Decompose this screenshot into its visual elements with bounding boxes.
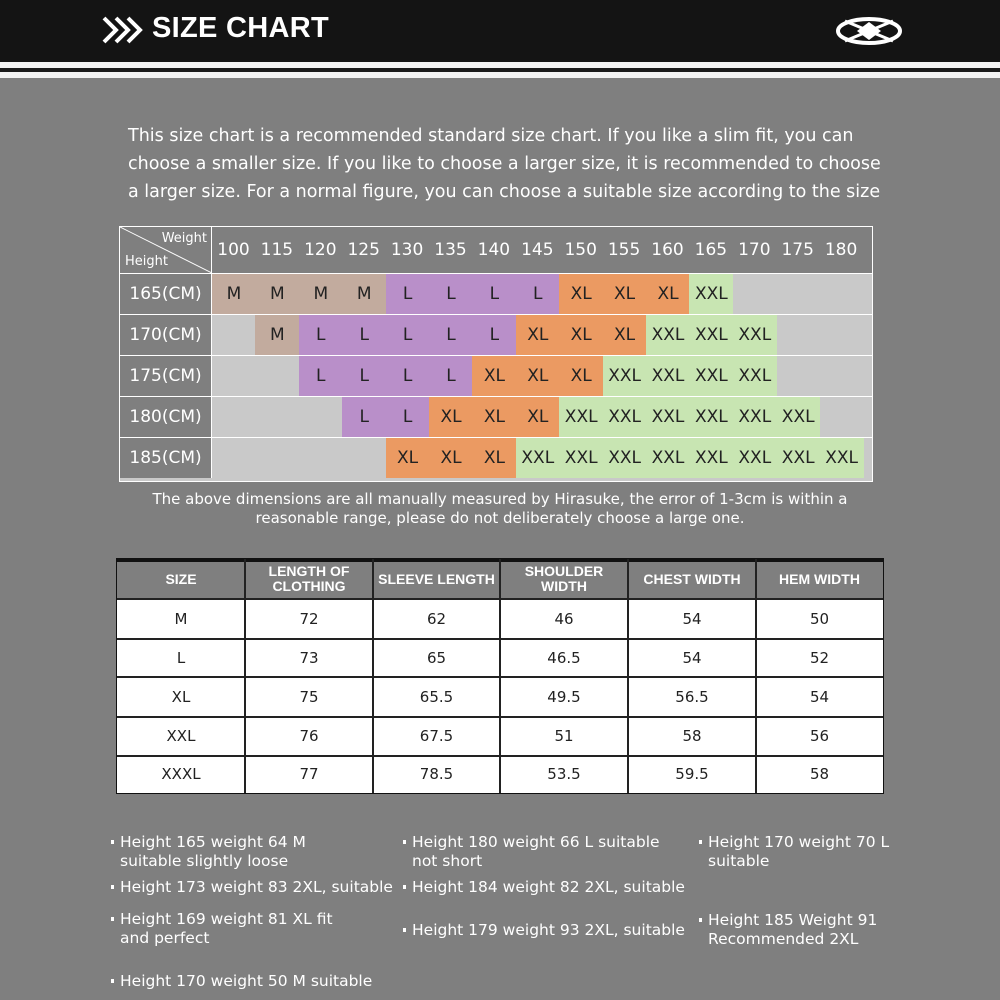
size-cell: M (342, 274, 386, 314)
intro-text: This size chart is a recommended standard size chart. If you like a slim fit, you can choose a smaller size. If you like to choose a larger size, it is recommended to choose a larger size. For a normal figure, you can choose a suitable size according to the size (128, 126, 881, 202)
table-cell: XL (171, 688, 191, 706)
table-cell: 65.5 (419, 688, 454, 706)
fit-example (412, 833, 662, 871)
bullet-icon (111, 840, 114, 844)
size-cell: XL (603, 315, 647, 355)
table-cell: XXL (166, 727, 196, 745)
size-cell: XXL (603, 356, 647, 396)
table-cell: 76 (299, 727, 319, 745)
fit-example (120, 833, 370, 871)
weight-header-cell: 120 (304, 240, 337, 260)
height-row-label: 175(CM) (120, 356, 212, 396)
weight-label: Weight (161, 231, 207, 246)
size-cell: XXL (689, 397, 733, 437)
size-cell: XL (472, 356, 516, 396)
size-cell: XL (386, 438, 430, 478)
weight-header-cell: 180 (824, 240, 858, 260)
bullet-icon (699, 840, 702, 844)
size-cell: L (429, 356, 473, 396)
weight-header-cell: 165 (694, 240, 728, 260)
table-cell: 59.5 (675, 765, 709, 783)
measurement-note: The above dimensions are all manually measured by Hirasuke, the error of 1-3cm is within a reasonable range, please do not deliberately choose a large one. (152, 490, 848, 527)
table-cell: 73 (299, 649, 319, 667)
size-recommendation-grid (119, 226, 873, 482)
weight-header-cell: 150 (564, 240, 597, 260)
weight-header-cell: 130 (390, 240, 424, 260)
size-cell: XL (472, 438, 516, 478)
bullet-icon (403, 885, 406, 889)
size-cell: XXL (820, 438, 864, 478)
weight-header-cell: 155 (607, 240, 641, 260)
size-cell: XL (559, 274, 603, 314)
table-row-divider (117, 716, 883, 718)
column-header: SLEEVE LENGTH (378, 570, 495, 587)
page-title: SIZE CHART (152, 12, 329, 44)
size-cell: M (255, 315, 299, 355)
grid-row-divider (120, 396, 872, 397)
size-cell: M (212, 274, 256, 314)
size-cell: M (255, 274, 299, 314)
size-cell: XXL (776, 438, 820, 478)
weight-header-cell: 140 (477, 240, 511, 260)
fit-example-text: Height 173 weight 83 2XL, suitable (120, 878, 393, 896)
size-cell: L (472, 315, 516, 355)
table-cell: 72 (299, 610, 319, 628)
grid-corner (120, 227, 212, 273)
size-cell: XL (429, 397, 473, 437)
fit-example-text: Height 169 weight 81 XL fit and perfect (120, 910, 333, 947)
size-cell: L (516, 274, 560, 314)
size-cell: XXL (733, 315, 777, 355)
table-row-divider (117, 638, 883, 640)
table-cell: 46.5 (547, 649, 581, 667)
table-cell: 77 (299, 765, 319, 783)
size-cell: XXL (689, 274, 733, 314)
size-cell: XXL (733, 356, 777, 396)
fit-example-text: Height 180 weight 66 L suitable not short (412, 833, 660, 870)
bullet-icon (699, 918, 702, 922)
weight-header-cell: 135 (434, 240, 467, 260)
table-row-divider (117, 598, 883, 600)
size-cell: XXL (733, 438, 777, 478)
size-cell: L (299, 356, 343, 396)
grid-row-divider (120, 437, 872, 438)
size-cell: L (342, 397, 386, 437)
fit-example-text: Height 185 Weight 91 Recommended 2XL (708, 911, 878, 948)
size-cell: XXL (689, 438, 733, 478)
size-measurement-table (116, 558, 884, 794)
grid-row-divider (120, 314, 872, 315)
table-cell: M (174, 610, 188, 628)
double-chevron-icon (102, 16, 144, 44)
size-cell: XXL (646, 315, 690, 355)
table-cell: 58 (809, 765, 830, 783)
table-cell: 54 (809, 688, 830, 706)
size-cell: L (386, 397, 430, 437)
bullet-icon (403, 928, 406, 932)
size-cell: L (342, 356, 386, 396)
weight-header-cell: 160 (651, 240, 684, 260)
table-cell: 56 (809, 727, 830, 745)
table-cell: 50 (809, 610, 830, 628)
table-cell: 67.5 (419, 727, 454, 745)
height-row-label: 165(CM) (120, 274, 212, 314)
weight-header-cell: 100 (217, 240, 250, 260)
size-cell: L (299, 315, 343, 355)
header-bar (0, 0, 1000, 62)
bullet-icon (403, 840, 406, 844)
fit-example (412, 921, 702, 940)
size-cell: L (429, 315, 473, 355)
column-header: CHEST WIDTH (643, 570, 741, 587)
weight-header-cell: 170 (738, 240, 771, 260)
table-cell: 51 (554, 727, 574, 745)
height-label: Height (125, 254, 168, 269)
size-cell: XXL (603, 397, 647, 437)
height-row-label: 180(CM) (120, 397, 212, 437)
fit-example (412, 878, 702, 897)
table-cell: 65 (426, 649, 447, 667)
brand-logo-icon (835, 16, 903, 46)
size-cell: XXL (559, 438, 603, 478)
size-cell: L (386, 315, 430, 355)
size-cell: XXL (646, 438, 690, 478)
weight-header-cell: 115 (260, 240, 294, 260)
bullet-icon (111, 885, 114, 889)
table-cell: 54 (682, 649, 702, 667)
size-cell: XXL (733, 397, 777, 437)
fit-example-text: Height 165 weight 64 M suitable slightly loose (120, 833, 306, 870)
size-cell: XL (646, 274, 690, 314)
fit-example (708, 911, 908, 949)
size-cell: XXL (559, 397, 603, 437)
size-cell: L (342, 315, 386, 355)
fit-example (708, 833, 908, 871)
height-row-label: 170(CM) (120, 315, 212, 355)
size-cell: XXL (646, 397, 690, 437)
size-cell: L (386, 274, 430, 314)
fit-example-text: Height 170 weight 50 M suitable (120, 972, 373, 990)
grid-row-divider (120, 355, 872, 356)
size-cell: L (472, 274, 516, 314)
table-cell: 75 (299, 688, 319, 706)
height-row-label: 185(CM) (120, 438, 212, 478)
bullet-icon (111, 917, 114, 921)
table-cell: 54 (682, 610, 702, 628)
size-cell: XL (516, 356, 560, 396)
column-header: HEM WIDTH (779, 570, 860, 587)
table-cell: 49.5 (547, 688, 581, 706)
size-cell: XL (559, 356, 603, 396)
size-cell: XL (472, 397, 516, 437)
bullet-icon (111, 979, 114, 983)
weight-header-cell: 125 (347, 240, 380, 260)
table-cell: 53.5 (547, 765, 581, 783)
size-cell: XL (603, 274, 647, 314)
header-stripe (0, 72, 1000, 78)
fit-example (120, 910, 350, 948)
table-cell: 52 (809, 649, 830, 667)
column-header: SHOULDER WIDTH (524, 563, 604, 594)
column-header: SIZE (165, 570, 197, 587)
table-cell: L (176, 649, 186, 667)
size-cell: XXL (689, 315, 733, 355)
table-cell: 56.5 (675, 688, 709, 706)
size-cell: XL (429, 438, 473, 478)
table-row-divider (117, 676, 883, 678)
size-cell: XL (516, 397, 560, 437)
size-cell: XXL (516, 438, 560, 478)
table-row-divider (117, 755, 883, 757)
weight-header-row (120, 227, 872, 274)
size-cell: L (386, 356, 430, 396)
size-cell: XXL (646, 356, 690, 396)
table-cell: 58 (682, 727, 702, 745)
column-header: LENGTH OF CLOTHING (268, 563, 350, 594)
fit-example (120, 972, 420, 991)
table-cell: 78.5 (419, 765, 454, 783)
fit-example-text: Height 179 weight 93 2XL, suitable (412, 921, 685, 939)
table-cell: 62 (426, 610, 447, 628)
fit-example (120, 878, 400, 897)
size-cell: XXL (689, 356, 733, 396)
size-cell: XL (516, 315, 560, 355)
size-cell: M (299, 274, 343, 314)
weight-header-cell: 175 (781, 240, 814, 260)
size-cell: XXL (603, 438, 647, 478)
size-cell: XXL (776, 397, 820, 437)
fit-example-text: Height 184 weight 82 2XL, suitable (412, 878, 685, 896)
size-cell: XL (559, 315, 603, 355)
table-cell: XXXL (161, 765, 201, 783)
fit-example-text: Height 170 weight 70 L suitable (708, 833, 890, 870)
weight-header-cell: 145 (521, 240, 554, 260)
size-cell: L (429, 274, 473, 314)
table-cell: 46 (554, 610, 574, 628)
